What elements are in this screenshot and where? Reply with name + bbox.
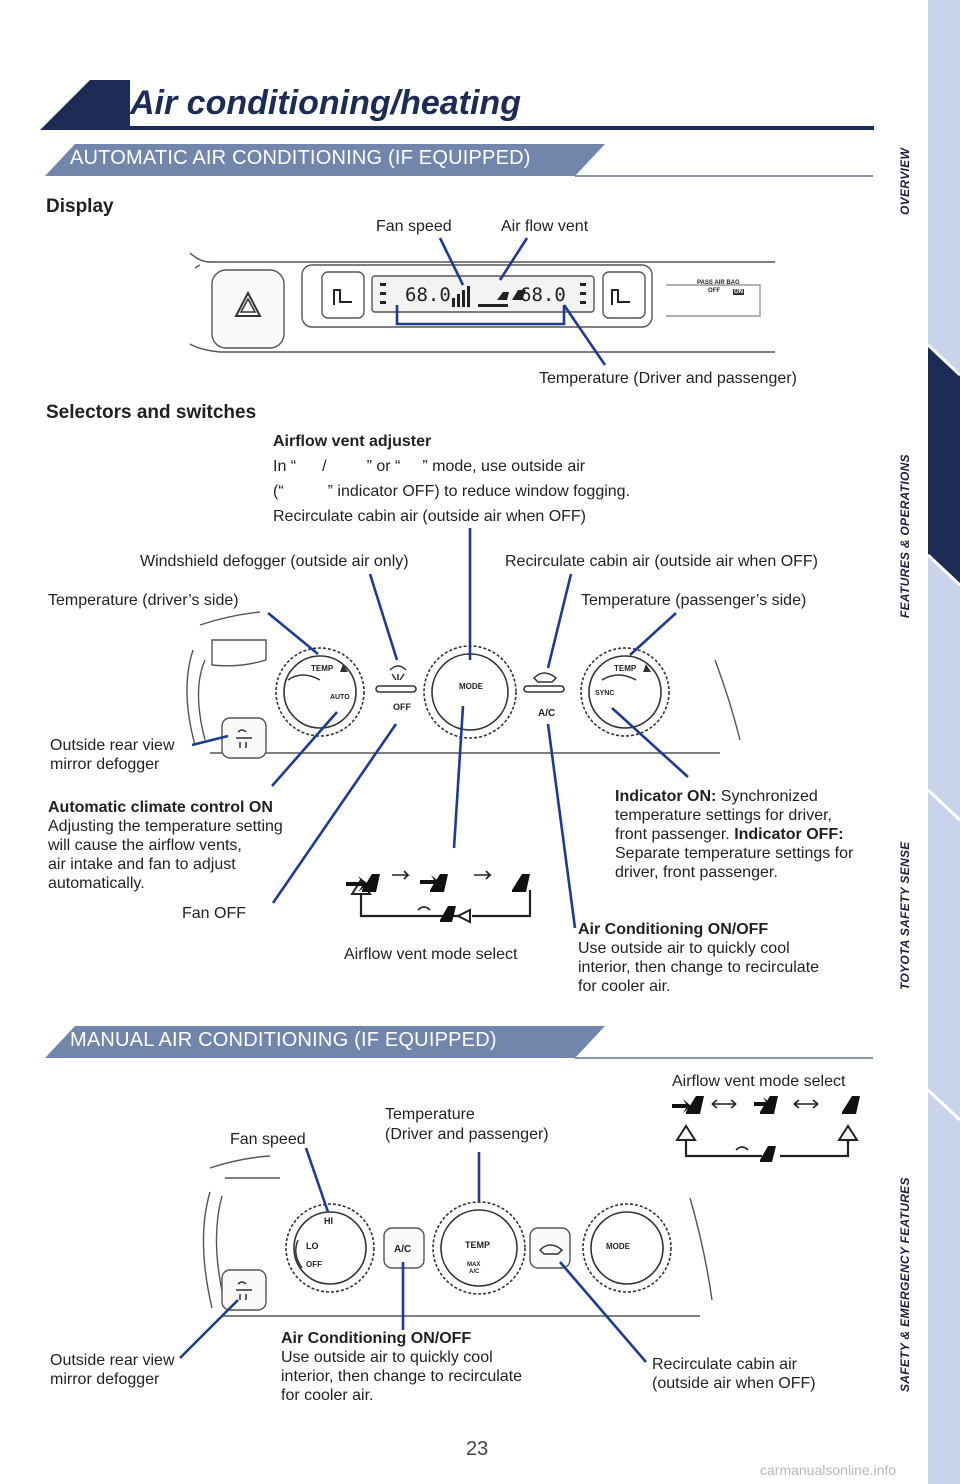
label-mirror-defogger-2: mirror defogger — [50, 756, 160, 773]
label-manual-temp-1: Temperature — [385, 1106, 475, 1123]
adjuster-line-1a: In “ — [273, 458, 297, 475]
label-auto-mode-select: Airflow vent mode select — [344, 946, 518, 963]
display-temp-left: 68.0 — [405, 284, 451, 306]
auto-ac-line-2: interior, then change to recirculate — [578, 959, 820, 976]
auto-ac-title: Air Conditioning ON/OFF — [578, 921, 769, 938]
manual-knob-temp-label: TEMP — [465, 1240, 491, 1250]
auto-ac-line-1: Use outside air to quickly cool — [578, 940, 790, 957]
auto-climate-line-3: air intake and fan to adjust — [48, 856, 236, 873]
tab-dividers — [928, 0, 960, 1484]
indicator-line-5: driver, front passenger. — [615, 864, 778, 881]
label-recirculate: Recirculate cabin air (outside air when OFF) — [505, 553, 819, 570]
auto-band-rule — [575, 175, 873, 177]
manual-section-header: MANUAL AIR CONDITIONING (IF EQUIPPED) — [70, 1029, 497, 1051]
knob-mode-label: MODE — [459, 682, 483, 691]
knob-off-label: OFF — [306, 1260, 322, 1269]
indicator-on-text: Synchronized — [716, 788, 818, 805]
indicator-line-1 — [615, 788, 818, 805]
adjuster-line-2a: (“ — [273, 483, 284, 500]
auto-climate-line-2: will cause the airflow vents, — [48, 837, 242, 854]
auto-display-panel — [190, 253, 775, 352]
label-manual-recirc-1: Recirculate cabin air — [652, 1356, 797, 1373]
airbag-indicator-on: ON — [734, 289, 743, 295]
knob-max-label: MAX — [467, 1262, 481, 1268]
airbag-indicator-off: OFF — [708, 288, 720, 294]
knob-hi-label: HI — [324, 1216, 333, 1226]
manual-ac-switch-label: A/C — [394, 1244, 412, 1255]
display-temp-right: 68.0 — [520, 284, 566, 306]
manual-band-rule — [575, 1057, 873, 1059]
auto-climate-title: Automatic climate control ON — [48, 799, 273, 816]
adjuster-line-1 — [273, 458, 585, 475]
adjuster-line-1b: / — [322, 458, 327, 475]
adjuster-title: Airflow vent adjuster — [273, 433, 432, 450]
indicator-line-3a: front passenger. — [615, 826, 735, 843]
airbag-indicator-label: PASS AIR BAG — [697, 280, 740, 286]
adjuster-line-2b: ” indicator OFF) to reduce window fogging. — [327, 483, 631, 500]
manual-mode-diagram — [672, 1096, 860, 1162]
indicator-line-4: Separate temperature settings for — [615, 845, 854, 862]
adjuster-line-3: Recirculate cabin air (outside air when OFF) — [273, 508, 587, 525]
page-number: 23 — [466, 1438, 489, 1460]
knob-auto-label: AUTO — [330, 694, 350, 701]
label-windshield-defogger: Windshield defogger (outside air only) — [140, 553, 409, 570]
indicator-on-label: Indicator ON: — [615, 788, 717, 805]
selectors-heading: Selectors and switches — [46, 402, 257, 423]
indicator-line-2: temperature settings for driver, — [615, 807, 832, 824]
knob-sync-label: SYNC — [595, 690, 615, 697]
title-flag — [40, 80, 130, 130]
label-manual-mirror-2: mirror defogger — [50, 1371, 160, 1388]
display-heading: Display — [46, 196, 114, 217]
manual-ac-line-2: interior, then change to recirculate — [281, 1368, 523, 1385]
title-rule — [128, 126, 874, 130]
tab-features-operations[interactable]: FEATURES & OPERATIONS — [898, 454, 912, 618]
label-manual-mirror-1: Outside rear view — [50, 1352, 175, 1369]
knob-max-ac-label: A/C — [469, 1269, 480, 1275]
adjuster-line-1c: ” or “ — [366, 458, 401, 475]
indicator-line-3 — [615, 826, 844, 843]
indicator-off-label: Indicator OFF: — [734, 826, 844, 843]
ac-switch-label: A/C — [538, 708, 556, 719]
watermark: carmanualsonline.info — [760, 1462, 897, 1478]
adjuster-line-1d: ” mode, use outside air — [422, 458, 586, 475]
auto-section-header: AUTOMATIC AIR CONDITIONING (IF EQUIPPED) — [70, 147, 531, 169]
label-temp-passenger: Temperature (passenger’s side) — [581, 592, 807, 609]
manual-knob-mode-label: MODE — [606, 1242, 630, 1251]
label-temp-driver-passenger: Temperature (Driver and passenger) — [539, 370, 797, 387]
label-manual-mode-select: Airflow vent mode select — [672, 1073, 846, 1090]
label-manual-temp-2: (Driver and passenger) — [385, 1126, 549, 1143]
label-fan-off: Fan OFF — [182, 905, 247, 922]
knob-temp-right-label: TEMP — [614, 664, 637, 673]
fan-off-switch-label: OFF — [393, 702, 411, 712]
page-title: Air conditioning/heating — [130, 84, 521, 122]
tab-toyota-safety-sense[interactable]: TOYOTA SAFETY SENSE — [898, 841, 912, 990]
tab-overview[interactable]: OVERVIEW — [898, 147, 912, 215]
section-tab-strip — [928, 0, 960, 1484]
label-temp-driver: Temperature (driver’s side) — [48, 592, 239, 609]
tab-safety-emergency[interactable]: SAFETY & EMERGENCY FEATURES — [898, 1177, 912, 1392]
label-mirror-defogger-1: Outside rear view — [50, 737, 175, 754]
manual-ac-title: Air Conditioning ON/OFF — [281, 1330, 472, 1347]
manual-ac-line-1: Use outside air to quickly cool — [281, 1349, 493, 1366]
auto-mode-diagram — [346, 871, 530, 922]
auto-climate-line-1: Adjusting the temperature setting — [48, 818, 283, 835]
label-air-flow-vent: Air flow vent — [501, 218, 589, 235]
label-fan-speed: Fan speed — [376, 218, 452, 235]
label-manual-fan-speed: Fan speed — [230, 1131, 306, 1148]
adjuster-line-2 — [273, 483, 630, 500]
manual-ac-line-3: for cooler air. — [281, 1387, 374, 1404]
knob-lo-label: LO — [306, 1241, 319, 1251]
label-manual-recirc-2: (outside air when OFF) — [652, 1375, 816, 1392]
auto-ac-line-3: for cooler air. — [578, 978, 671, 995]
auto-climate-line-4: automatically. — [48, 875, 145, 892]
knob-temp-left-label: TEMP — [311, 664, 334, 673]
